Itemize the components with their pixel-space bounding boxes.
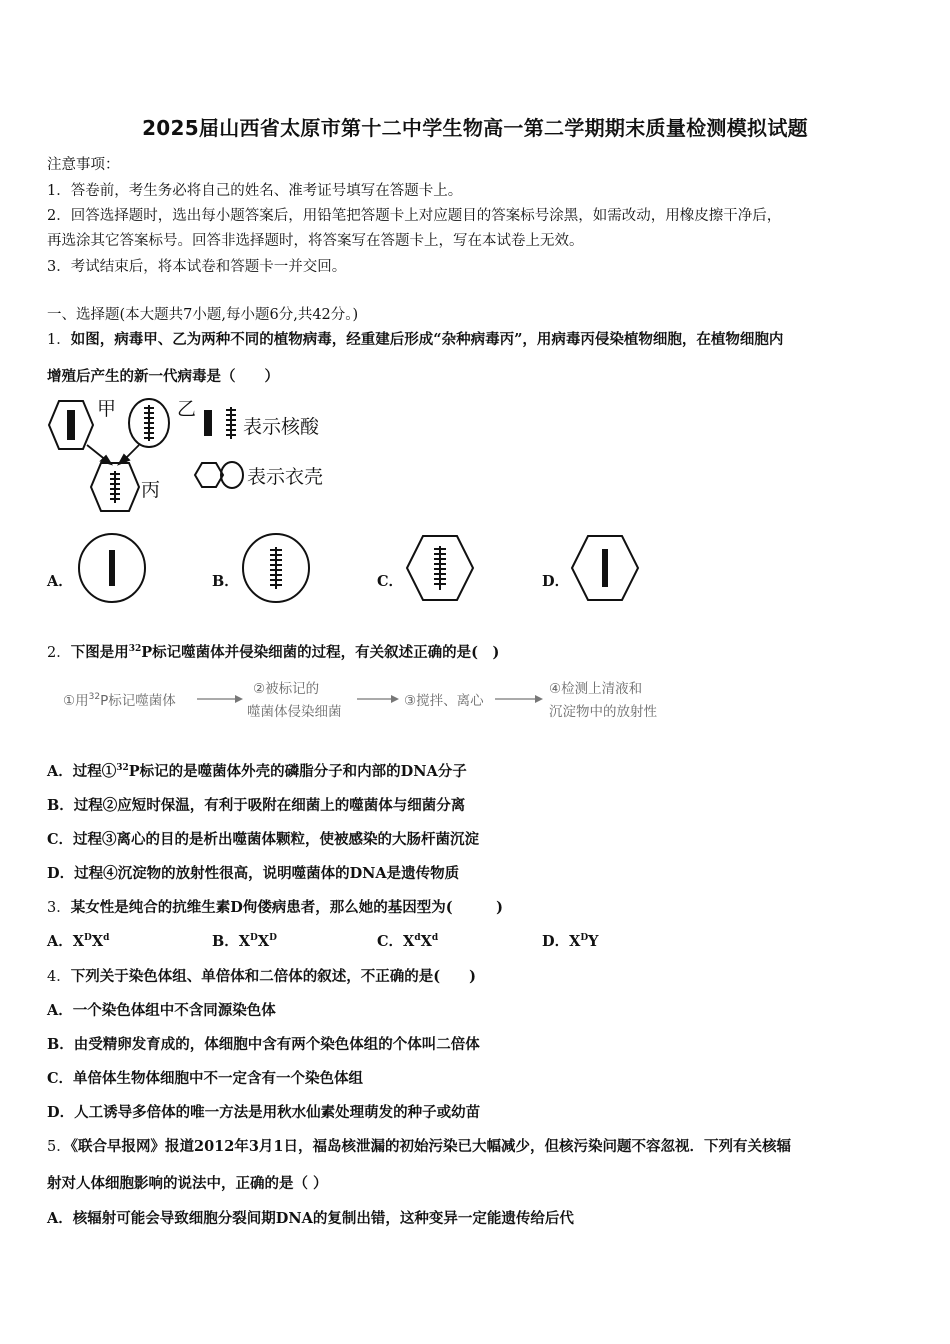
question-4-stem: [47, 965, 476, 986]
question-number: 2．: [47, 645, 71, 661]
question-1-stem-cont: 增殖后产生的新一代病毒是（ ）: [47, 368, 279, 385]
arrows: [87, 445, 139, 464]
question-text: P标记噬菌体并侵染细菌的过程，有关叙述正确的是( ): [141, 644, 500, 661]
option-a: A．过程①$^{32}$P标记的是噬菌体外壳的磷脂分子和内部的DNA分子: [47, 763, 467, 780]
flow-step-2-line1: ②被标记的: [253, 681, 320, 697]
question-5-stem: [47, 1135, 791, 1156]
option-d: D．过程④沉淀物的放射性很高，说明噬菌体的DNA是遗传物质: [47, 865, 460, 882]
virus-jia-icon: [49, 401, 93, 449]
option-b: B．$X^DX^D$: [212, 933, 277, 950]
question-number: 1．: [47, 332, 71, 348]
section-heading: 一、选择题(本大题共7小题,每小题6分,共42分。): [47, 307, 359, 323]
legend-nucleic-icon: [205, 407, 236, 439]
legend-coat-icon: [195, 462, 243, 488]
question-3-stem: [47, 896, 503, 917]
page-title: 2025届山西省太原市第十二中学生物高一第二学期期末质量检测模拟试题: [142, 116, 808, 140]
superscript: 32: [128, 644, 142, 654]
option-a: A．$X^DX^d$: [47, 933, 110, 950]
question-number: 4．: [47, 969, 71, 985]
question-5-stem-cont: 射对人体细胞影响的说法中，正确的是（ ）: [47, 1175, 328, 1192]
option-c-hexagon-ladder-icon: [405, 534, 475, 602]
option-b: B．过程②应短时保温，有利于吸附在细菌上的噬菌体与细菌分离: [47, 797, 466, 814]
flow-step-1: ①用$^{32}$P标记噬菌体: [63, 692, 176, 709]
virus-bing-icon: [91, 463, 139, 511]
question-number: 5．: [47, 1139, 71, 1155]
label-yi: 乙: [177, 398, 197, 420]
option-a: A．核辐射可能会导致细胞分裂间期DNA的复制出错，这种变异一定能遗传给后代: [47, 1210, 574, 1227]
option-label: D．: [542, 573, 570, 590]
question-text: 下列关于染色体组、单倍体和二倍体的叙述，不正确的是( ): [70, 968, 476, 985]
question-text: 某女性是纯合的抗维生素D佝偻病患者，那么她的基因型为( ): [70, 899, 504, 916]
option-c: C．$X^dX^d$: [377, 933, 439, 950]
legend-coat-label: 表示衣壳: [247, 466, 324, 488]
flow-step-4-line2: 沉淀物中的放射性: [549, 704, 657, 720]
question-text: 下图是用: [70, 644, 129, 661]
flow-step-3: ③搅拌、离心: [404, 693, 484, 709]
flow-step-2-line2: 噬菌体侵染细菌: [247, 704, 342, 720]
question-1-stem: [47, 328, 783, 349]
question-text: 如图，病毒甲、乙为两种不同的植物病毒，经重建后形成“杂种病毒丙”，用病毒丙侵染植物细胞，在植物细胞内: [70, 331, 784, 348]
option-a-circle-solid-icon: [77, 532, 147, 604]
flow-arrow-icon: [357, 693, 399, 705]
option-c: C．单倍体生物体细胞中不一定含有一个染色体组: [47, 1070, 364, 1087]
label-bing: 丙: [141, 479, 161, 501]
virus-diagram: [45, 393, 345, 505]
option-d-hexagon-solid-icon: [570, 534, 640, 602]
process-flow: [63, 673, 683, 725]
option-d: D．人工诱导多倍体的唯一方法是用秋水仙素处理萌发的种子或幼苗: [47, 1104, 481, 1121]
label-jia: 甲: [97, 398, 117, 420]
legend-nucleic-label: 表示核酸: [243, 416, 320, 438]
notice-item: 1．答卷前，考生务必将自己的姓名、准考证号填写在答题卡上。: [47, 183, 463, 199]
flow-arrow-icon: [495, 693, 543, 705]
question-text: 《联合早报网》报道2012年3月1日，福岛核泄漏的初始污染已大幅减少，但核污染问题不容忽视．下列有关核辐: [70, 1138, 792, 1155]
option-label: A．: [47, 573, 73, 590]
option-b-circle-ladder-icon: [241, 532, 311, 604]
flow-arrow-icon: [197, 693, 243, 705]
question-number: 3．: [47, 900, 71, 916]
option-c: C．过程③离心的目的是析出噬菌体颗粒，使被感染的大肠杆菌沉淀: [47, 831, 480, 848]
option-a: A．一个染色体组中不含同源染色体: [47, 1002, 276, 1019]
option-d: D．$X^DY$: [542, 933, 599, 950]
option-label: C．: [377, 573, 404, 590]
flow-step-4-line1: ④检测上清液和: [549, 681, 643, 697]
option-b: B．由受精卵发育成的，体细胞中含有两个染色体组的个体叫二倍体: [47, 1036, 480, 1053]
notice-heading: 注意事项：: [47, 157, 120, 173]
notice-item: 3．考试结束后，将本试卷和答题卡一并交回。: [47, 259, 347, 275]
notice-item: 2．回答选择题时，选出每小题答案后，用铅笔把答题卡上对应题目的答案标号涂黑，如需改动，用橡皮擦干净后，: [47, 208, 782, 224]
virus-yi-icon: [129, 399, 169, 447]
notice-item: 再选涂其它答案标号。回答非选择题时，将答案写在答题卡上，写在本试卷上无效。: [47, 233, 584, 249]
option-label: B．: [212, 573, 239, 590]
question-2-stem: [47, 641, 499, 662]
